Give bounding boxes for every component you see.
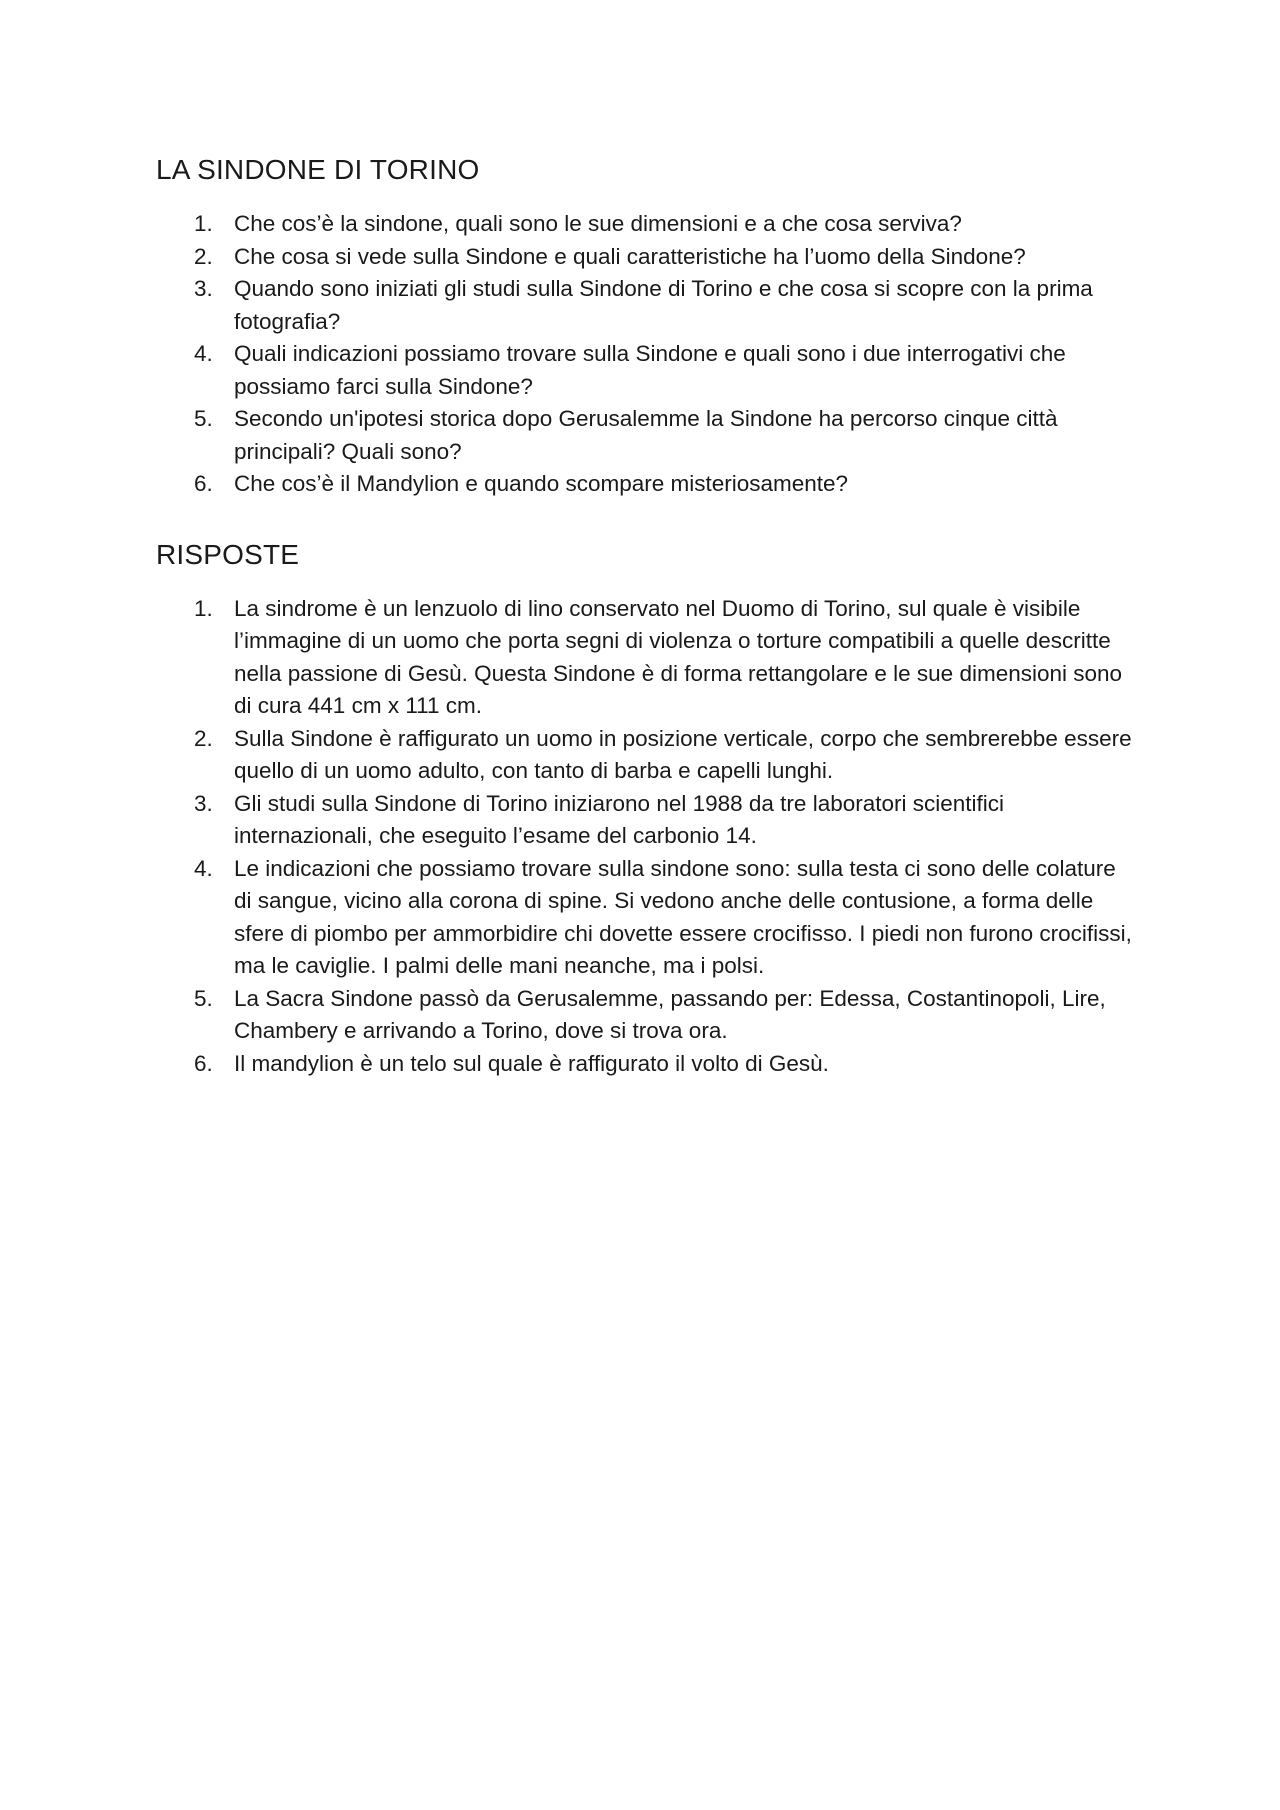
question-number: 6. [194, 471, 213, 496]
answer-text: Gli studi sulla Sindone di Torino iniziarono nel 1988 da tre laboratori scientifici internazionali, che eseguito l’esame del carbonio 14. [234, 790, 1005, 848]
question-item-2 [156, 241, 1136, 274]
answer-item-2 [156, 723, 1136, 788]
question-number: 4. [194, 341, 213, 366]
question-number: 1. [194, 211, 213, 236]
answers-title: RISPOSTE [156, 538, 300, 570]
answer-number: 1. [194, 595, 213, 621]
question-text: Che cos’è la sindone, quali sono le sue dimensioni e a che cosa serviva? [234, 211, 962, 236]
question-item-4 [156, 338, 1136, 403]
answer-text: La sindrome è un lenzuolo di lino conservato nel Duomo di Torino, sul quale è visibile l’immagine di un uomo che porta segni di violenza o torture compatibili a quelle descritte nella passione di Gesù. Questa Sindone è di forma rettangolare e le sue dimensioni sono di cura 441 cm x 111 cm. [234, 595, 1123, 718]
document-content [156, 150, 1136, 1080]
answer-text: Il mandylion è un telo sul quale è raffigurato il volto di Gesù. [234, 1050, 829, 1076]
answer-item-6 [156, 1048, 1136, 1081]
answer-number: 4. [194, 855, 213, 881]
answer-text: Le indicazioni che possiamo trovare sulla sindone sono: sulla testa ci sono delle colature di sangue, vicino alla corona di spine. Si vedono anche delle contusione, a forma delle sfere di piombo per ammorbidire chi dovette essere crocifisso. I piedi non furono crocifissi, ma le caviglie. I palmi delle mani neanche, ma i polsi. [234, 855, 1132, 978]
questions-list [156, 208, 1136, 501]
question-text: Quali indicazioni possiamo trovare sulla Sindone e quali sono i due interrogativi che possiamo farci sulla Sindone? [234, 341, 1066, 399]
answer-item-1 [156, 593, 1136, 723]
question-item-6 [156, 468, 1136, 501]
question-text: Secondo un'ipotesi storica dopo Gerusalemme la Sindone ha percorso cinque città principali? Quali sono? [234, 406, 1058, 464]
question-text: Che cosa si vede sulla Sindone e quali caratteristiche ha l’uomo della Sindone? [234, 243, 1026, 269]
question-item-3 [156, 273, 1136, 338]
questions-title: LA SINDONE DI TORINO [156, 154, 480, 185]
answer-number: 3. [194, 790, 213, 816]
question-text: Che cos’è il Mandylion e quando scompare misteriosamente? [234, 471, 849, 496]
question-number: 5. [194, 406, 213, 431]
question-item-1 [156, 208, 1136, 241]
answer-item-5 [156, 983, 1136, 1048]
answer-number: 2. [194, 725, 213, 751]
answer-number: 6. [194, 1050, 213, 1076]
question-number: 3. [194, 276, 213, 301]
answer-number: 5. [194, 985, 213, 1011]
answer-text: La Sacra Sindone passò da Gerusalemme, passando per: Edessa, Costantinopoli, Lire, Chambery e arrivando a Torino, dove si trova ora. [234, 985, 1106, 1043]
question-text: Quando sono iniziati gli studi sulla Sindone di Torino e che cosa si scopre con la prima fotografia? [234, 276, 1093, 334]
answers-list [156, 593, 1136, 1081]
answer-text: Sulla Sindone è raffigurato un uomo in posizione verticale, corpo che sembrerebbe essere quello di un uomo adulto, con tanto di barba e capelli lunghi. [234, 725, 1132, 783]
question-item-5 [156, 403, 1136, 468]
answer-item-3 [156, 788, 1136, 853]
answer-item-4 [156, 853, 1136, 983]
question-number: 2. [194, 243, 213, 269]
